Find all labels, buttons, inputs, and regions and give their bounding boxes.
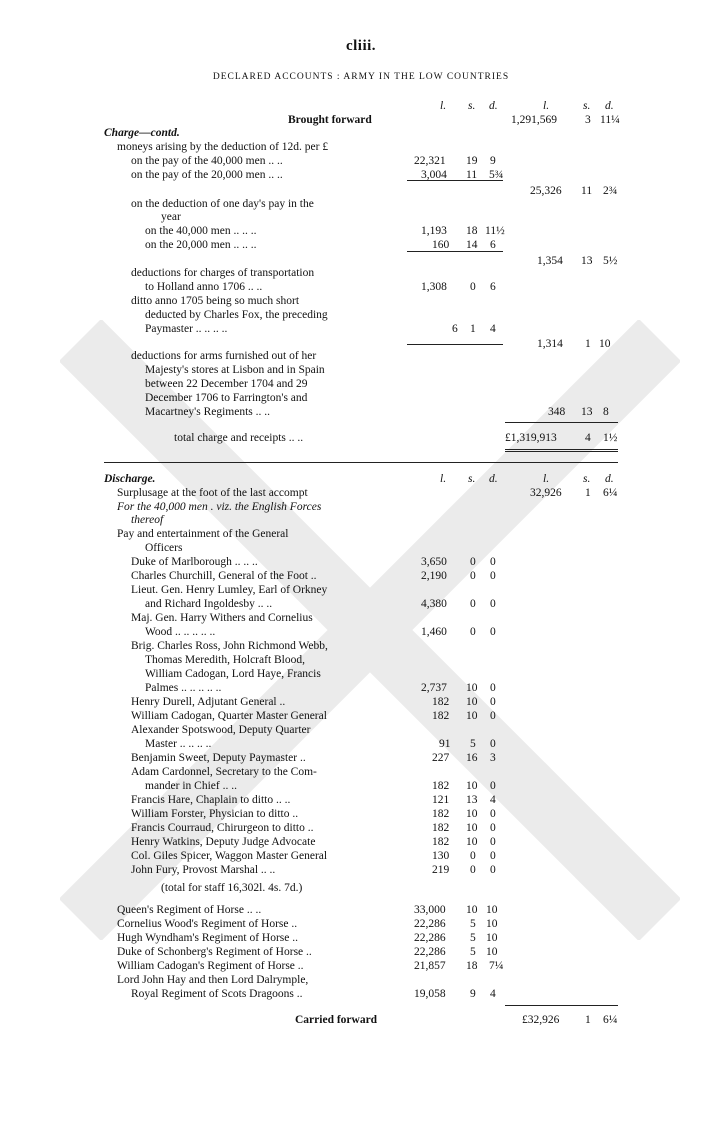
text-line: Maj. Gen. Harry Withers and Cornelius xyxy=(131,612,313,624)
text-line: 348 xyxy=(548,406,566,418)
text-line: 0 xyxy=(490,598,496,610)
text-line: Lord John Hay and then Lord Dalrymple, xyxy=(117,974,309,986)
text-line: Brought forward xyxy=(288,114,372,126)
text-line: on the 20,000 men .. .. .. xyxy=(145,239,257,251)
section-divider xyxy=(104,462,618,463)
text-line: 182 xyxy=(432,696,450,708)
text-line: deducted by Charles Fox, the preceding xyxy=(145,309,328,321)
text-line: 10 xyxy=(486,932,498,944)
text-line: Duke of Marlborough .. .. .. xyxy=(131,556,258,568)
text-line: mander in Chief .. .. xyxy=(145,780,237,792)
text-line: 13 xyxy=(581,406,593,418)
text-line: 0 xyxy=(470,556,476,568)
text-line: For the 40,000 men . viz. the English Forces xyxy=(117,501,322,513)
text-line: 121 xyxy=(432,794,450,806)
text-line: 11¼ xyxy=(600,114,620,126)
text-line: l. xyxy=(440,473,447,485)
text-line: 6 xyxy=(490,281,496,293)
text-line: between 22 December 1704 and 29 xyxy=(145,378,308,390)
text-line: 5 xyxy=(470,932,476,944)
text-line: 0 xyxy=(470,598,476,610)
text-line: 0 xyxy=(490,710,496,722)
text-line: 11 xyxy=(466,169,478,181)
text-line: Pay and entertainment of the General xyxy=(117,528,289,540)
text-line: Palmes .. .. .. .. .. xyxy=(145,682,222,694)
text-line: total charge and receipts .. .. xyxy=(174,432,304,444)
text-line: 18 xyxy=(466,225,478,237)
text-line: 25,326 xyxy=(530,185,562,197)
text-line: d. xyxy=(489,100,498,112)
text-line: Paymaster .. .. .. .. xyxy=(145,323,228,335)
text-line: 22,286 xyxy=(414,918,446,930)
text-line: deductions for arms furnished out of her xyxy=(131,350,317,362)
text-line: 0 xyxy=(470,570,476,582)
running-head: DECLARED ACCOUNTS : ARMY IN THE LOW COUNTRIES xyxy=(212,72,510,82)
text-line: 3,650 xyxy=(421,556,447,568)
text-line: and Richard Ingoldesby .. .. xyxy=(145,598,273,610)
text-line: (total for staff 16,302l. 4s. 7d.) xyxy=(161,882,303,894)
text-line: Wood .. .. .. .. .. xyxy=(145,626,216,638)
text-line: 3,004 xyxy=(421,169,447,181)
text-line: 182 xyxy=(432,808,450,820)
text-line: 5 xyxy=(470,918,476,930)
total-rule xyxy=(505,422,618,423)
text-line: 10 xyxy=(466,710,478,722)
text-line: ditto anno 1705 being so much short xyxy=(131,295,300,307)
text-line: 0 xyxy=(470,850,476,862)
text-line: Charles Churchill, General of the Foot .. xyxy=(131,570,317,582)
text-line: 6 xyxy=(490,239,496,251)
text-line: 4 xyxy=(490,323,496,335)
text-line: 33,000 xyxy=(414,904,446,916)
text-line: Henry Durell, Adjutant General .. xyxy=(131,696,286,708)
text-line: 130 xyxy=(432,850,450,862)
text-line: 0 xyxy=(490,864,496,876)
text-line: 10 xyxy=(466,682,478,694)
text-line: 2¾ xyxy=(603,185,618,197)
text-line: 219 xyxy=(432,864,450,876)
text-line: 13 xyxy=(466,794,478,806)
subtotal-rule xyxy=(407,344,503,345)
text-line: 0 xyxy=(490,626,496,638)
text-line: 5¾ xyxy=(489,169,504,181)
text-line: l. xyxy=(543,473,550,485)
text-line: 4 xyxy=(490,794,496,806)
text-line: s. xyxy=(583,100,591,112)
text-line: 16 xyxy=(466,752,478,764)
text-line: 160 xyxy=(432,239,450,251)
text-line: 10 xyxy=(599,338,611,350)
text-line: 1 xyxy=(585,487,591,499)
text-line: 19,058 xyxy=(414,988,446,1000)
text-line: 182 xyxy=(432,836,450,848)
text-line: 182 xyxy=(432,780,450,792)
text-line: 0 xyxy=(490,696,496,708)
text-line: 5½ xyxy=(603,255,618,267)
text-line: Henry Watkins, Deputy Judge Advocate xyxy=(131,836,316,848)
text-line: 3 xyxy=(585,114,591,126)
text-line: Surplusage at the foot of the last accompt xyxy=(117,487,308,499)
text-line: thereof xyxy=(131,514,164,526)
page-number: cliii. xyxy=(345,38,377,54)
text-line: 182 xyxy=(432,822,450,834)
subtotal-rule xyxy=(407,251,503,252)
text-line: s. xyxy=(583,473,591,485)
text-line: l. xyxy=(543,100,550,112)
text-line: 227 xyxy=(432,752,450,764)
text-line: 21,857 xyxy=(414,960,446,972)
text-line: 5 xyxy=(470,738,476,750)
text-line: 10 xyxy=(486,904,498,916)
text-line: 32,926 xyxy=(530,487,562,499)
text-line: l. xyxy=(440,100,447,112)
text-line: 4 xyxy=(490,988,496,1000)
text-line: 182 xyxy=(432,710,450,722)
text-line: 10 xyxy=(466,904,478,916)
text-line: December 1706 to Farrington's and xyxy=(145,392,308,404)
text-line: 0 xyxy=(490,738,496,750)
text-line: John Fury, Provost Marshal .. .. xyxy=(131,864,276,876)
text-line: 0 xyxy=(470,281,476,293)
text-line: Thomas Meredith, Holcraft Blood, xyxy=(145,654,306,666)
text-line: moneys arising by the deduction of 12d. per £ xyxy=(117,141,329,153)
text-line: on the 40,000 men .. .. .. xyxy=(145,225,257,237)
text-line: Carried forward xyxy=(295,1014,378,1026)
text-line: 0 xyxy=(490,850,496,862)
text-line: 1,291,569 xyxy=(511,114,557,126)
text-line: William Forster, Physician to ditto .. xyxy=(131,808,299,820)
text-line: Brig. Charles Ross, John Richmond Webb, xyxy=(131,640,328,652)
text-line: £1,319,913 xyxy=(505,432,557,444)
text-line: Master .. .. .. .. xyxy=(145,738,212,750)
text-line: 1,460 xyxy=(421,626,447,638)
text-line: Col. Giles Spicer, Waggon Master General xyxy=(131,850,328,862)
carried-forward-rule xyxy=(505,1005,618,1006)
text-line: on the pay of the 20,000 men .. .. xyxy=(131,169,283,181)
text-line: 1 xyxy=(470,323,476,335)
text-line: 10 xyxy=(466,808,478,820)
text-line: to Holland anno 1706 .. .. xyxy=(145,281,263,293)
text-line: Cornelius Wood's Regiment of Horse .. xyxy=(117,918,298,930)
text-line: 6 xyxy=(452,323,458,335)
text-line: d. xyxy=(605,100,614,112)
text-line: 9 xyxy=(490,155,496,167)
text-line: 1 xyxy=(585,1014,591,1026)
text-line: 2,737 xyxy=(421,682,447,694)
text-line: 5 xyxy=(470,946,476,958)
total-double-rule xyxy=(505,449,618,452)
text-line: 22,321 xyxy=(414,155,446,167)
text-line: 1,308 xyxy=(421,281,447,293)
text-line: Macartney's Regiments .. .. xyxy=(145,406,271,418)
text-line: 0 xyxy=(490,780,496,792)
text-line: Francis Hare, Chaplain to ditto .. .. xyxy=(131,794,291,806)
text-line: 1½ xyxy=(603,432,618,444)
text-line: 9 xyxy=(470,988,476,1000)
text-line: 10 xyxy=(486,946,498,958)
text-line: 1 xyxy=(585,338,591,350)
text-line: 11½ xyxy=(485,225,505,237)
text-line: Charge—contd. xyxy=(104,127,180,139)
text-line: Lieut. Gen. Henry Lumley, Earl of Orkney xyxy=(131,584,328,596)
text-line: 22,286 xyxy=(414,946,446,958)
text-line: 13 xyxy=(581,255,593,267)
text-line: 4,380 xyxy=(421,598,447,610)
text-line: Benjamin Sweet, Deputy Paymaster .. xyxy=(131,752,306,764)
text-line: Royal Regiment of Scots Dragoons .. xyxy=(131,988,303,1000)
text-line: 91 xyxy=(439,738,451,750)
text-line: 22,286 xyxy=(414,932,446,944)
text-line: Francis Courraud, Chirurgeon to ditto .. xyxy=(131,822,314,834)
text-line: 1,354 xyxy=(537,255,563,267)
text-line: 18 xyxy=(466,960,478,972)
text-line: 10 xyxy=(486,918,498,930)
text-line: Queen's Regiment of Horse .. .. xyxy=(117,904,262,916)
text-line: Adam Cardonnel, Secretary to the Com- xyxy=(131,766,317,778)
text-line: Discharge. xyxy=(104,473,156,485)
text-line: William Cadogan, Quarter Master General xyxy=(131,710,327,722)
text-line: s. xyxy=(468,100,476,112)
text-line: on the deduction of one day's pay in the xyxy=(131,198,314,210)
text-line: 8 xyxy=(603,406,609,418)
text-line: 4 xyxy=(585,432,591,444)
text-line: d. xyxy=(489,473,498,485)
text-line: 1,193 xyxy=(421,225,447,237)
text-line: 0 xyxy=(470,864,476,876)
text-line: 2,190 xyxy=(421,570,447,582)
text-line: 0 xyxy=(490,570,496,582)
text-line: s. xyxy=(468,473,476,485)
text-line: William Cadogan, Lord Haye, Francis xyxy=(145,668,321,680)
text-line: 0 xyxy=(490,682,496,694)
text-line: Majesty's stores at Lisbon and in Spain xyxy=(145,364,325,376)
text-line: 0 xyxy=(490,822,496,834)
text-line: on the pay of the 40,000 men .. .. xyxy=(131,155,283,167)
text-line: 10 xyxy=(466,822,478,834)
text-line: William Cadogan's Regiment of Horse .. xyxy=(117,960,304,972)
text-line: 0 xyxy=(490,808,496,820)
text-line: 0 xyxy=(490,556,496,568)
text-line: Hugh Wyndham's Regiment of Horse .. xyxy=(117,932,298,944)
text-line: 10 xyxy=(466,836,478,848)
text-line: 6¼ xyxy=(603,1014,618,1026)
text-line: 7¼ xyxy=(489,960,504,972)
text-line: 11 xyxy=(581,185,593,197)
text-line: Duke of Schonberg's Regiment of Horse .. xyxy=(117,946,312,958)
text-line: 10 xyxy=(466,696,478,708)
text-line: £32,926 xyxy=(522,1014,560,1026)
text-line: 6¼ xyxy=(603,487,618,499)
text-line: Alexander Spotswood, Deputy Quarter xyxy=(131,724,311,736)
text-line: 1,314 xyxy=(537,338,563,350)
text-line: 0 xyxy=(490,836,496,848)
text-line: 0 xyxy=(470,626,476,638)
text-line: d. xyxy=(605,473,614,485)
text-line: 14 xyxy=(466,239,478,251)
text-line: deductions for charges of transportation xyxy=(131,267,315,279)
text-line: Officers xyxy=(145,542,183,554)
text-line: 10 xyxy=(466,780,478,792)
text-line: year xyxy=(161,211,181,223)
text-line: 3 xyxy=(490,752,496,764)
text-line: 19 xyxy=(466,155,478,167)
